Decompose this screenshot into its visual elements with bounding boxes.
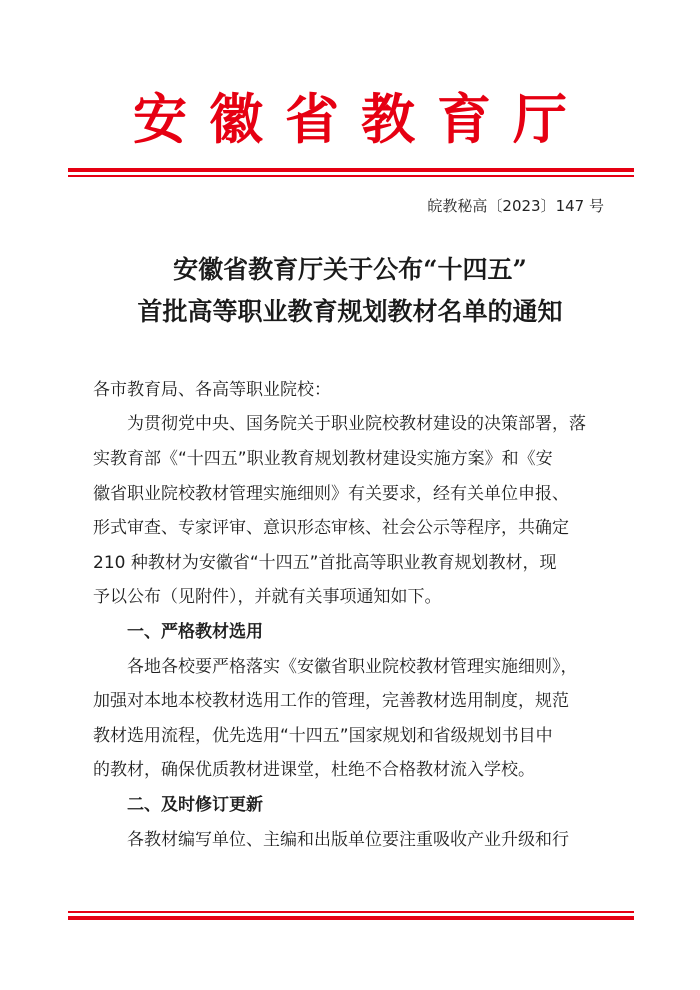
document-number: 皖教秘高〔2023〕147 号 <box>427 197 604 215</box>
salutation: 各市教育局、各高等职业院校： <box>93 380 331 400</box>
masthead-rule-thin <box>68 175 634 177</box>
intro-line: 形式审查、专家评审、意识形态审核、社会公示等程序，共确定 <box>93 518 569 538</box>
intro-line: 实教育部《“十四五”职业教育规划教材建设实施方案》和《安 <box>93 449 553 469</box>
section-1-line: 的教材，确保优质教材进课堂，杜绝不合格教材流入学校。 <box>93 760 535 780</box>
intro-line: 徽省职业院校教材管理实施细则》有关要求，经有关单位申报、 <box>93 484 569 504</box>
section-1-heading: 一、严格教材选用 <box>127 622 263 642</box>
section-1-line: 教材选用流程，优先选用“十四五”国家规划和省级规划书目中 <box>93 726 553 746</box>
footer-rule-thin <box>68 911 634 913</box>
section-2-line: 各教材编写单位、主编和出版单位要注重吸收产业升级和行 <box>127 830 569 850</box>
section-2-heading: 二、及时修订更新 <box>127 795 263 815</box>
footer-rule-thick <box>68 916 634 920</box>
intro-line: 210 种教材为安徽省“十四五”首批高等职业教育规划教材，现 <box>93 553 557 573</box>
issuer-masthead: 安徽省教育厅 <box>133 87 589 151</box>
intro-line: 予以公布（见附件），并就有关事项通知如下。 <box>93 587 442 607</box>
notice-title-line-1: 安徽省教育厅关于公布“十四五” <box>173 255 527 284</box>
notice-title-line-2: 首批高等职业教育规划教材名单的通知 <box>137 297 563 326</box>
masthead-rule-thick <box>68 168 634 172</box>
intro-line: 为贯彻党中央、国务院关于职业院校教材建设的决策部署，落 <box>127 414 586 434</box>
section-1-line: 加强对本地本校教材选用工作的管理，完善教材选用制度，规范 <box>93 691 569 711</box>
section-1-line: 各地各校要严格落实《安徽省职业院校教材管理实施细则》， <box>127 657 578 677</box>
